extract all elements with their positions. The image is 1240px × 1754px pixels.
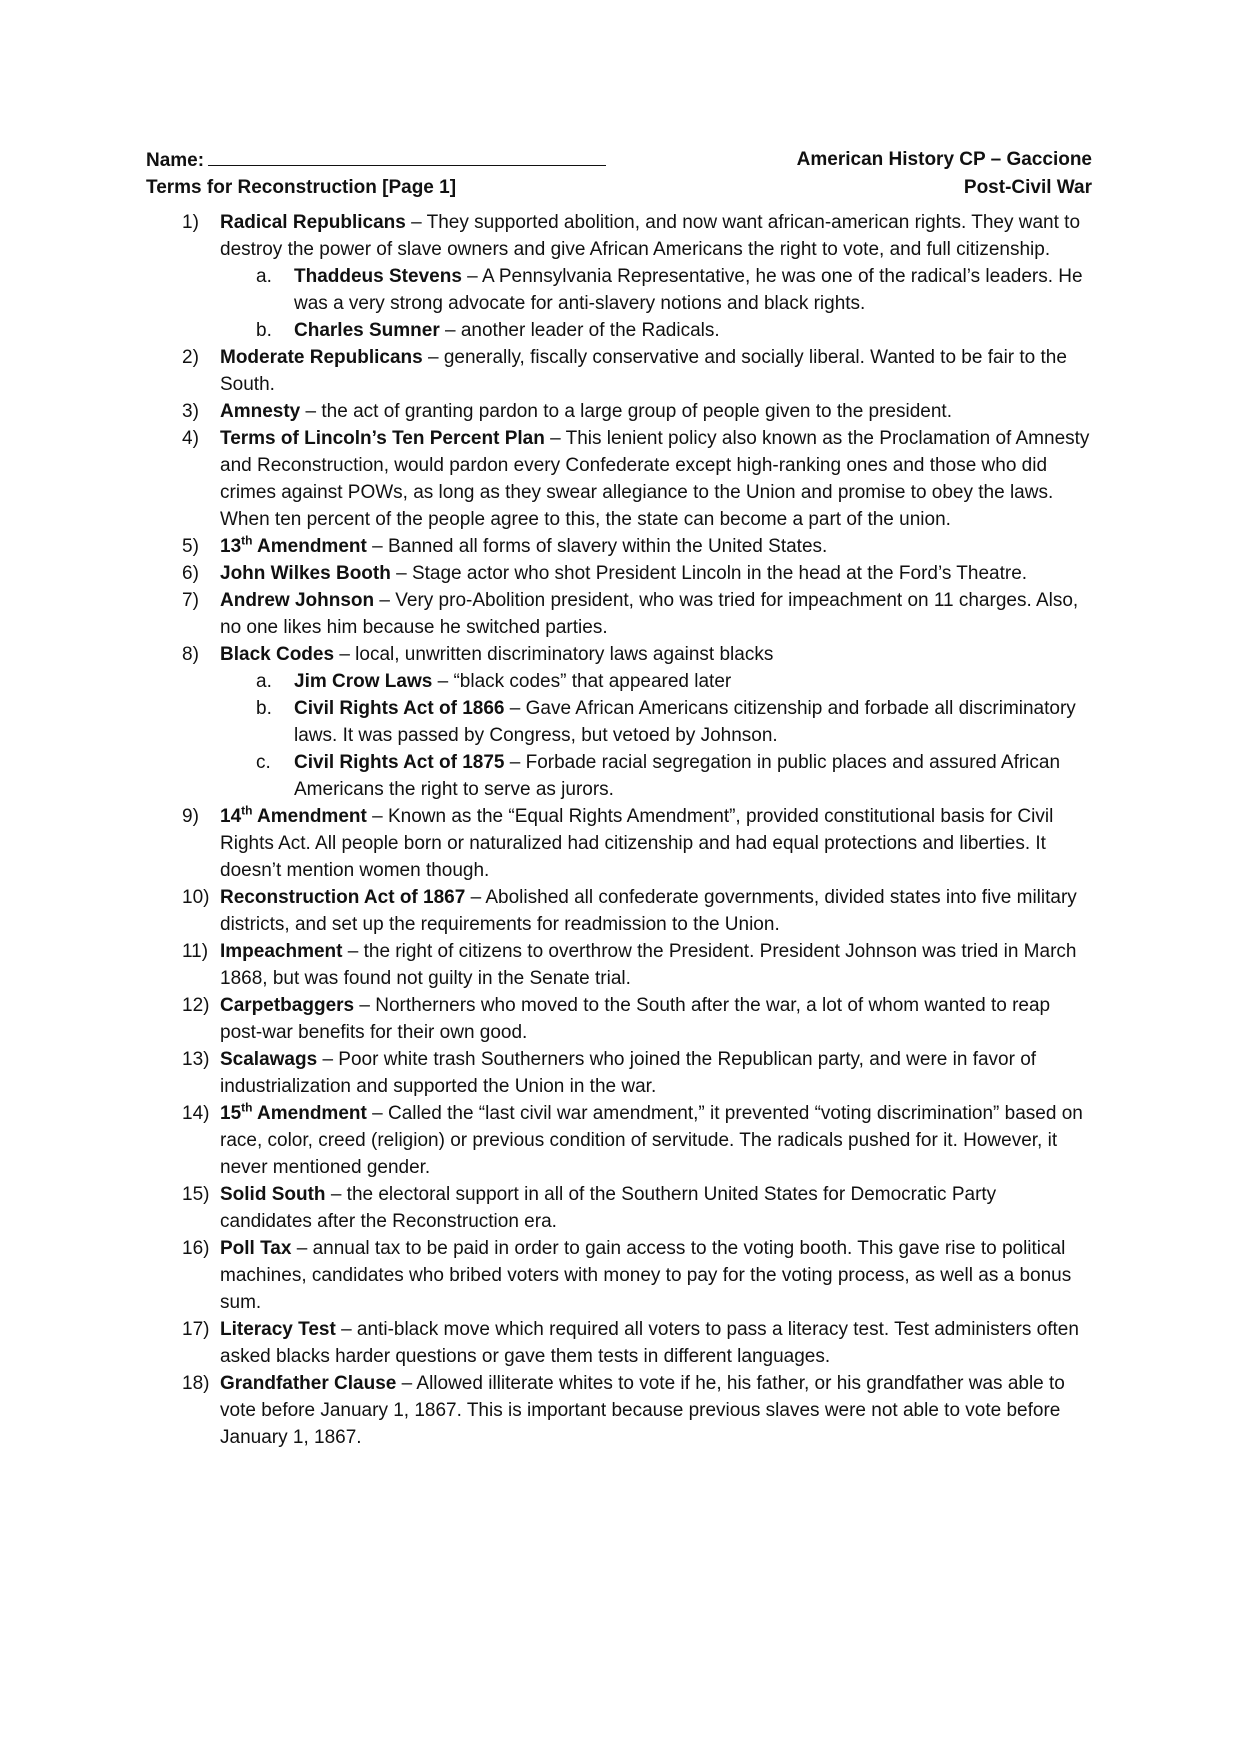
term-item [146,533,1092,560]
term-name: 15 [220,1103,242,1124]
term-definition: – annual tax to be paid in order to gain access to the voting booth. This gave rise to political machines, candidates who bribed voters with money to pay for the voting process, as well as a bonus sum. [220,1238,1072,1313]
term-name: Black Codes [220,644,335,665]
term-name-suffix: Amendment [252,806,367,827]
ordinal-suffix: th [241,803,253,818]
sub-term-item [220,668,1092,695]
ordinal-suffix: th [241,533,253,548]
sub-term-definition: – Forbade racial segregation in public places and assured African Americans the right to serve as jurors. [294,752,1061,800]
term-name: Andrew Johnson [220,590,375,611]
term-definition: – the right of citizens to overthrow the President. President Johnson was tried in March 1868, but was found not guilty in the Senate trial. [220,941,1077,989]
sub-term-name: Civil Rights Act of 1875 [294,752,505,773]
term-item [146,992,1092,1046]
term-number: 7) [182,590,199,611]
sub-term-definition: – another leader of the Radicals. [439,320,720,341]
sub-term-item [220,749,1092,803]
term-definition: – Very pro-Abolition president, who was tried for impeachment on 11 charges. Also, no one likes him because he switched parties. [220,590,1079,638]
term-number: 8) [182,644,199,665]
term-name: Terms of Lincoln’s Ten Percent Plan [220,428,545,449]
term-name: Scalawags [220,1049,318,1070]
term-name: 13 [220,536,242,557]
term-definition: – Allowed illiterate whites to vote if he, his father, or his grandfather was able to vote before January 1, 1867. This is important because previous slaves were not able to vote before January 1, 1867. [220,1373,1065,1448]
terms-list [146,209,1092,1451]
sub-term-letter: c. [256,752,271,773]
term-name: Amnesty [220,401,301,422]
term-item [146,1235,1092,1316]
term-item [146,425,1092,533]
term-definition: – Stage actor who shot President Lincoln in the head at the Ford’s Theatre. [390,563,1028,584]
term-name: Moderate Republicans [220,347,423,368]
term-definition: – the electoral support in all of the Southern United States for Democratic Party candidates after the Reconstruction era. [220,1184,997,1232]
term-item [146,884,1092,938]
sub-term-definition: – “black codes” that appeared later [432,671,732,692]
term-definition: – anti-black move which required all voters to pass a literacy test. Test administers often asked blacks harder questions or gave them tests in different languages. [220,1319,1079,1367]
sub-term-letter: b. [256,320,272,341]
sub-term-definition: – A Pennsylvania Representative, he was one of the radical’s leaders. He was a very strong advocate for anti-slavery notions and black rights. [294,266,1083,314]
term-number: 13) [182,1049,210,1070]
term-item [146,1370,1092,1451]
name-field [146,146,606,174]
document-page [146,146,1092,1451]
term-definition: – the act of granting pardon to a large group of people given to the president. [300,401,952,422]
term-number: 10) [182,887,210,908]
sub-term-item [220,263,1092,317]
term-item [146,803,1092,884]
sub-term-name: Civil Rights Act of 1866 [294,698,505,719]
term-item [146,560,1092,587]
term-item [146,398,1092,425]
sub-term-name: Charles Sumner [294,320,440,341]
sub-term-name: Thaddeus Stevens [294,266,462,287]
term-number: 3) [182,401,199,422]
term-number: 18) [182,1373,210,1394]
term-number: 2) [182,347,199,368]
term-item [146,1181,1092,1235]
term-number: 6) [182,563,199,584]
term-name-suffix: Amendment [252,536,367,557]
sub-term-list [220,263,1092,344]
term-number: 5) [182,536,199,557]
term-item [146,587,1092,641]
term-item [146,1100,1092,1181]
term-definition: – generally, fiscally conservative and socially liberal. Wanted to be fair to the South. [220,347,1067,395]
term-name: John Wilkes Booth [220,563,391,584]
term-definition: – They supported abolition, and now want african-american rights. They want to destroy the power of slave owners and give African Americans the right to vote, and full citizenship. [220,212,1081,260]
name-label: Name: [146,150,205,171]
term-definition: – Poor white trash Southerners who joined the Republican party, and were in favor of industrialization and supported the Union in the war. [220,1049,1037,1097]
term-definition: – Northerners who moved to the South after the war, a lot of whom wanted to reap post-war benefits for their own good. [220,995,1051,1043]
term-number: 14) [182,1103,210,1124]
term-name: Impeachment [220,941,343,962]
sub-term-definition: – Gave African Americans citizenship and forbade all discriminatory laws. It was passed by Congress, but vetoed by Johnson. [294,698,1076,746]
term-name: Grandfather Clause [220,1373,397,1394]
term-number: 1) [182,212,199,233]
term-number: 12) [182,995,210,1016]
term-definition: – Called the “last civil war amendment,” it prevented “voting discrimination” based on race, color, creed (religion) or previous condition of servitude. The radicals pushed for it. However, it never mentioned gender. [220,1103,1083,1178]
term-name: Reconstruction Act of 1867 [220,887,466,908]
term-name: 14 [220,806,242,827]
term-definition: – local, unwritten discriminatory laws against blacks [334,644,774,665]
name-blank-line[interactable] [208,146,606,166]
term-item [146,938,1092,992]
term-number: 15) [182,1184,210,1205]
term-item [146,1316,1092,1370]
term-number: 4) [182,428,199,449]
unit-title: Post-Civil War [963,177,1092,198]
ordinal-suffix: th [241,1100,253,1115]
sub-term-item [220,317,1092,344]
term-number: 11) [182,941,209,962]
term-name: Carpetbaggers [220,995,355,1016]
term-definition: – This lenient policy also known as the Proclamation of Amnesty and Reconstruction, would pardon every Confederate except high-ranking ones and those who did crimes against POWs, as long as they swear allegiance to the Union and promise to obey the laws. When ten percent of the people agree to this, the state can become a part of the union. [220,428,1090,530]
term-definition: – Banned all forms of slavery within the United States. [366,536,828,557]
term-number: 16) [182,1238,210,1259]
term-item [146,344,1092,398]
term-name: Literacy Test [220,1319,336,1340]
sub-term-list [220,668,1092,803]
term-item [146,641,1092,803]
sub-term-letter: b. [256,698,272,719]
term-item [146,1046,1092,1100]
term-item [146,209,1092,344]
term-definition: – Abolished all confederate governments, divided states into five military districts, and set up the requirements for readmission to the Union. [220,887,1077,935]
term-name-suffix: Amendment [252,1103,367,1124]
header-row-2 [146,174,1092,201]
term-number: 17) [182,1319,210,1340]
sub-term-letter: a. [256,266,272,287]
header-row-1 [146,146,1092,174]
term-name: Radical Republicans [220,212,406,233]
term-definition: – Known as the “Equal Rights Amendment”, provided constitutional basis for Civil Rights Act. All people born or naturalized had citizenship and had equal protections and liberties. It doesn’t mention women though. [220,806,1054,881]
sub-term-name: Jim Crow Laws [294,671,433,692]
sub-term-item [220,695,1092,749]
term-name: Poll Tax [220,1238,292,1259]
term-name: Solid South [220,1184,326,1205]
term-number: 9) [182,806,199,827]
sub-term-letter: a. [256,671,272,692]
course-title: American History CP – Gaccione [796,149,1092,170]
worksheet-title: Terms for Reconstruction [Page 1] [146,177,457,198]
